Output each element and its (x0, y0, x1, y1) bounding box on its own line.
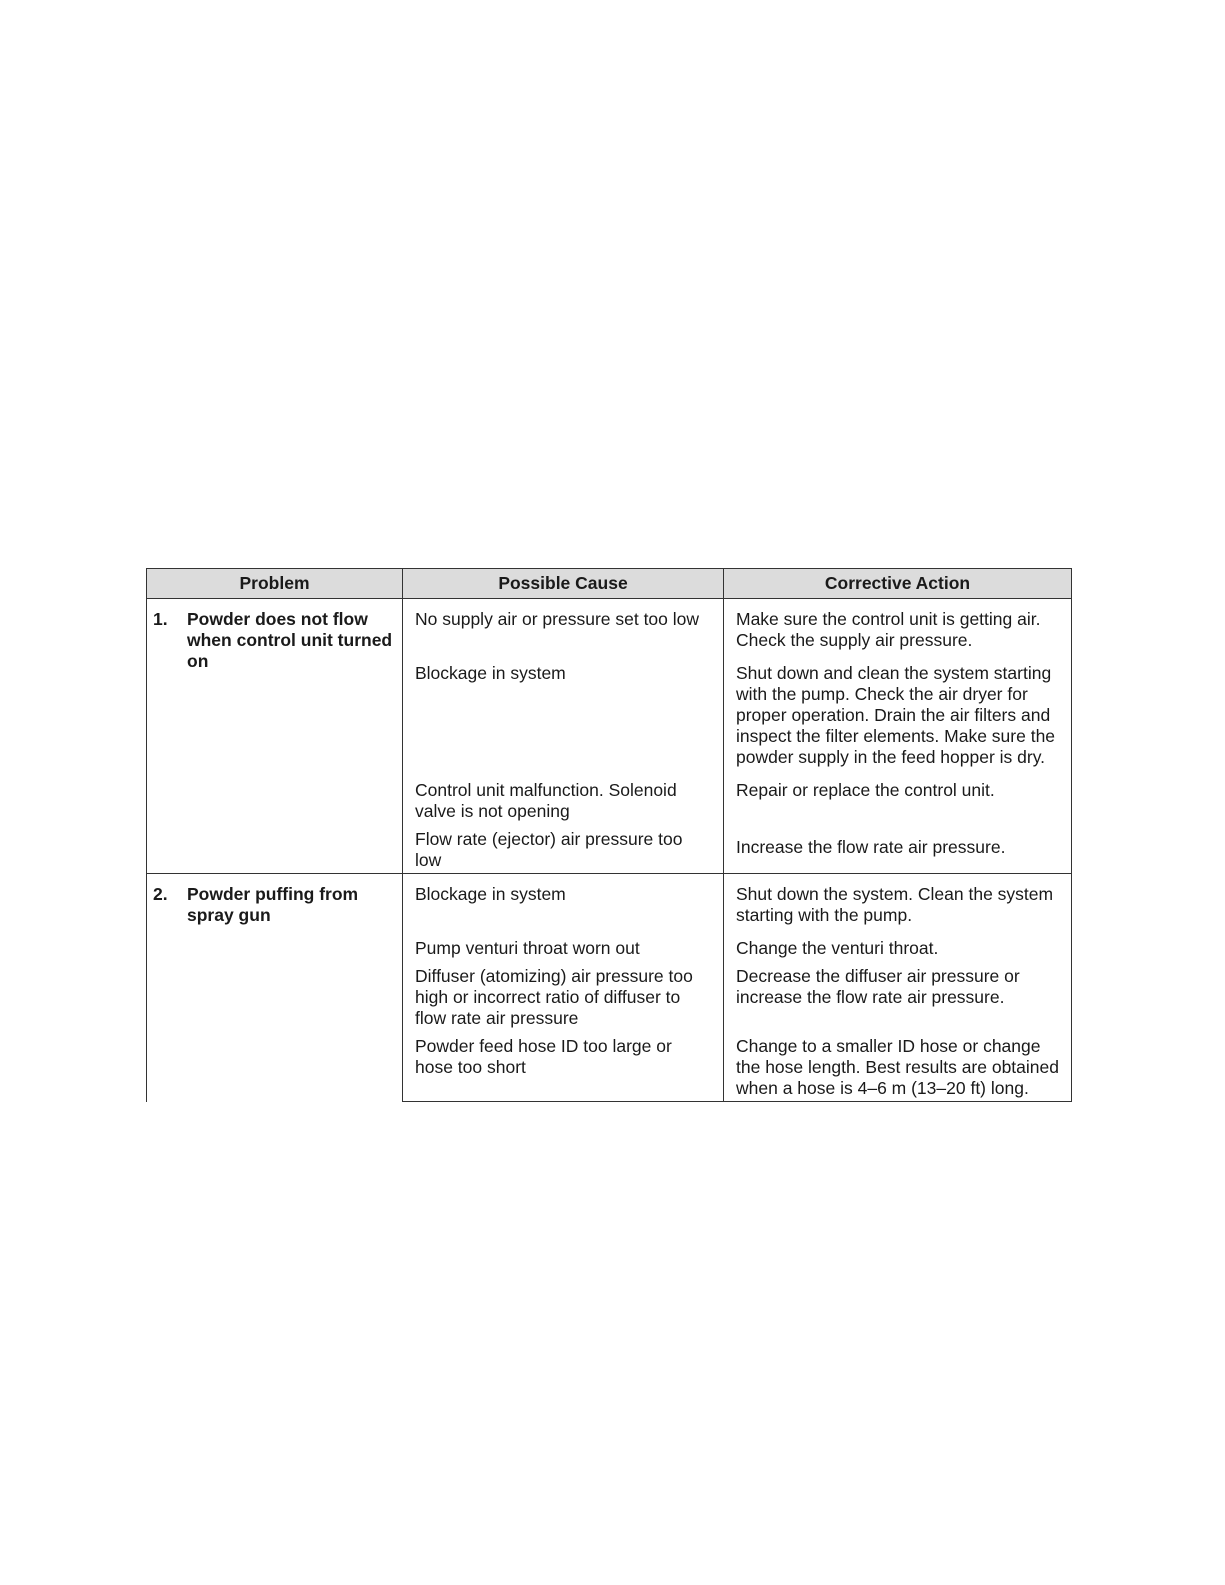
problem-number: 2. (153, 884, 168, 904)
cause-cell: Blockage in system (403, 663, 724, 780)
action-cell: Change to a smaller ID hose or change the hose length. Best results are obtained when a hose is 4–6 m (13–20 ft) long. (724, 1036, 1072, 1102)
cause-cell: Control unit malfunction. Solenoid valve is not opening (403, 780, 724, 829)
action-cell: Shut down the system. Clean the system starting with the pump. (724, 874, 1072, 939)
problem-number: 1. (153, 609, 168, 629)
header-possible-cause: Possible Cause (403, 569, 724, 599)
action-cell: Decrease the diffuser air pressure or increase the flow rate air pressure. (724, 966, 1072, 1036)
table-header-row (147, 569, 1072, 599)
problem-text: Powder puffing from spray gun (187, 884, 359, 925)
action-cell: Repair or replace the control unit. (724, 780, 1072, 829)
header-problem: Problem (147, 569, 403, 599)
troubleshooting-table (146, 568, 1072, 1102)
problem-cell (147, 874, 403, 1102)
table-row (147, 599, 1072, 664)
problem-cell (147, 599, 403, 874)
action-cell: Make sure the control unit is getting air. Check the supply air pressure. (724, 599, 1072, 664)
cause-cell: Pump venturi throat worn out (403, 938, 724, 966)
cause-cell: Flow rate (ejector) air pressure too low (403, 829, 724, 874)
action-cell: Change the venturi throat. (724, 938, 1072, 966)
action-cell: Shut down and clean the system starting with the pump. Check the air dryer for proper operation. Drain the air filters and inspect the filter elements. Make sure the powder supply in the feed hopper is dry. (724, 663, 1072, 780)
cause-cell: Powder feed hose ID too large or hose too short (403, 1036, 724, 1102)
header-corrective-action: Corrective Action (724, 569, 1072, 599)
cause-cell: Blockage in system (403, 874, 724, 939)
troubleshooting-table-wrapper (146, 568, 1071, 1102)
table-row (147, 874, 1072, 939)
cause-cell: No supply air or pressure set too low (403, 599, 724, 664)
action-cell: Increase the flow rate air pressure. (724, 829, 1072, 874)
cause-cell: Diffuser (atomizing) air pressure too high or incorrect ratio of diffuser to flow rate air pressure (403, 966, 724, 1036)
problem-text: Powder does not flow when control unit turned on (187, 609, 393, 671)
